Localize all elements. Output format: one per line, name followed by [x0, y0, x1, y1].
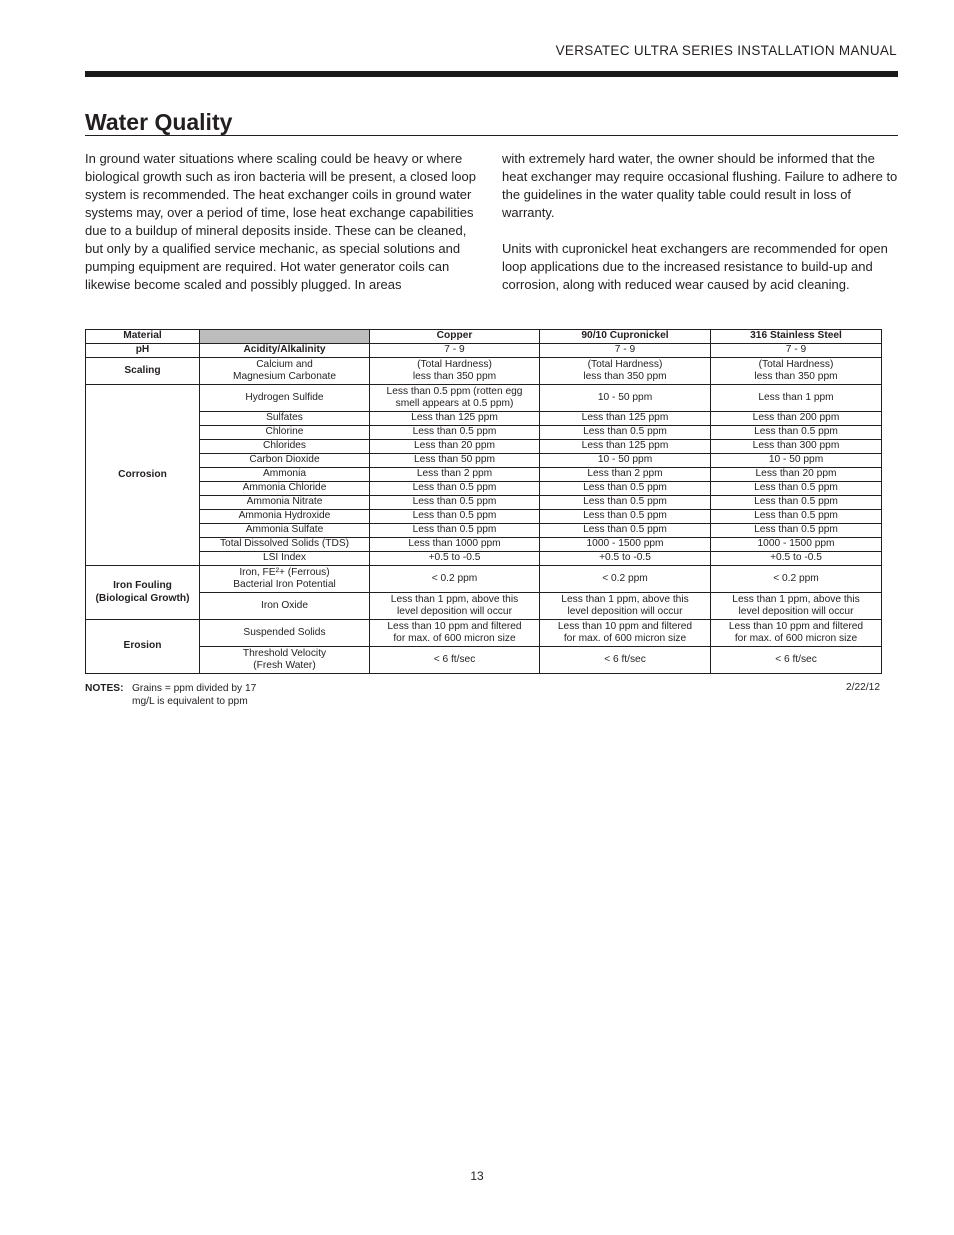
- header-stainless: 316 Stainless Steel: [711, 330, 882, 344]
- table-row: [86, 440, 882, 454]
- cupronickel-value: Less than 0.5 ppm: [540, 426, 711, 440]
- stainless-value: < 0.2 ppm: [711, 566, 882, 593]
- cupronickel-value: 7 - 9: [540, 344, 711, 358]
- table-row: [86, 552, 882, 566]
- stainless-value: Less than 0.5 ppm: [711, 426, 882, 440]
- cupronickel-value: Less than 0.5 ppm: [540, 510, 711, 524]
- parameter-cell: Carbon Dioxide: [200, 454, 370, 468]
- table-row: [86, 412, 882, 426]
- table-row: [86, 496, 882, 510]
- stainless-value: Less than 0.5 ppm: [711, 510, 882, 524]
- table-header-row: [86, 330, 882, 344]
- cupronickel-value: Less than 0.5 ppm: [540, 496, 711, 510]
- body-paragraph: In ground water situations where scaling could be heavy or where biological growth such as iron bacteria will be present, a closed loop system is recommended. The heat exchanger coils in ground water systems may, over a period of time, lose heat exchange capabilities due to a buildup of mineral deposits inside. These can be cleaned, but only by a qualified service mechanic, as special solutions and pumping equipment are required. Hot water generator coils can likewise become scaled and possibly plugged. In areas: [85, 151, 476, 292]
- copper-value: Less than 0.5 ppm: [370, 482, 540, 496]
- parameter-cell: Chlorine: [200, 426, 370, 440]
- header-blank: [200, 330, 370, 344]
- copper-value: (Total Hardness) less than 350 ppm: [370, 358, 540, 385]
- cupronickel-value: Less than 2 ppm: [540, 468, 711, 482]
- copper-value: Less than 50 ppm: [370, 454, 540, 468]
- cupronickel-value: < 0.2 ppm: [540, 566, 711, 593]
- copper-value: Less than 2 ppm: [370, 468, 540, 482]
- notes-label: NOTES:: [85, 683, 124, 694]
- table-row: [86, 647, 882, 674]
- header-copper: Copper: [370, 330, 540, 344]
- note-line: mg/L is equivalent to ppm: [132, 696, 248, 707]
- parameter-cell: Chlorides: [200, 440, 370, 454]
- stainless-value: Less than 0.5 ppm: [711, 496, 882, 510]
- category-erosion: Erosion: [86, 620, 200, 674]
- page-title: Water Quality: [85, 109, 233, 135]
- header-material: Material: [86, 330, 200, 344]
- title-rule: [85, 135, 898, 136]
- category-iron-fouling: Iron Fouling (Biological Growth): [86, 566, 200, 620]
- cupronickel-value: Less than 1 ppm, above this level deposition will occur: [540, 593, 711, 620]
- note-line: Grains = ppm divided by 17: [132, 683, 257, 694]
- parameter-cell: Acidity/Alkalinity: [200, 344, 370, 358]
- table-row: [86, 358, 882, 385]
- stainless-value: Less than 0.5 ppm: [711, 524, 882, 538]
- table-row: [86, 426, 882, 440]
- copper-value: Less than 0.5 ppm (rotten egg smell appears at 0.5 ppm): [370, 385, 540, 412]
- category-scaling: Scaling: [86, 358, 200, 385]
- cupronickel-value: Less than 0.5 ppm: [540, 482, 711, 496]
- stainless-value: Less than 10 ppm and filtered for max. of 600 micron size: [711, 620, 882, 647]
- parameter-cell: Total Dissolved Solids (TDS): [200, 538, 370, 552]
- copper-value: Less than 0.5 ppm: [370, 496, 540, 510]
- body-left-column: [85, 150, 481, 294]
- copper-value: Less than 1000 ppm: [370, 538, 540, 552]
- stainless-value: +0.5 to -0.5: [711, 552, 882, 566]
- table-notes: [85, 682, 256, 708]
- stainless-value: Less than 300 ppm: [711, 440, 882, 454]
- header-cupronickel: 90/10 Cupronickel: [540, 330, 711, 344]
- copper-value: 7 - 9: [370, 344, 540, 358]
- parameter-cell: Sulfates: [200, 412, 370, 426]
- cupronickel-value: Less than 125 ppm: [540, 440, 711, 454]
- parameter-cell: Ammonia Sulfate: [200, 524, 370, 538]
- parameter-cell: Iron, FE²+ (Ferrous) Bacterial Iron Potential: [200, 566, 370, 593]
- header-rule: [85, 71, 898, 77]
- table-row: [86, 524, 882, 538]
- body-right-column: [502, 150, 900, 294]
- stainless-value: 7 - 9: [711, 344, 882, 358]
- stainless-value: Less than 200 ppm: [711, 412, 882, 426]
- cupronickel-value: Less than 125 ppm: [540, 412, 711, 426]
- category-corrosion: Corrosion: [86, 385, 200, 566]
- parameter-cell: Iron Oxide: [200, 593, 370, 620]
- table-row: [86, 468, 882, 482]
- parameter-cell: Ammonia Hydroxide: [200, 510, 370, 524]
- cupronickel-value: +0.5 to -0.5: [540, 552, 711, 566]
- table-date: 2/22/12: [846, 682, 880, 693]
- header-title: VERSATEC ULTRA SERIES INSTALLATION MANUAL: [555, 43, 897, 58]
- table-row: [86, 454, 882, 468]
- water-quality-table: [85, 329, 882, 674]
- cupronickel-value: Less than 10 ppm and filtered for max. of 600 micron size: [540, 620, 711, 647]
- stainless-value: Less than 0.5 ppm: [711, 482, 882, 496]
- cupronickel-value: 10 - 50 ppm: [540, 454, 711, 468]
- body-paragraph: Units with cupronickel heat exchangers are recommended for open loop applications due to the increased resistance to build-up and corrosion, along with reduced wear caused by acid cleaning.: [502, 241, 888, 292]
- parameter-cell: Ammonia: [200, 468, 370, 482]
- table-row: [86, 482, 882, 496]
- parameter-cell: Suspended Solids: [200, 620, 370, 647]
- copper-value: +0.5 to -0.5: [370, 552, 540, 566]
- copper-value: Less than 0.5 ppm: [370, 524, 540, 538]
- cupronickel-value: (Total Hardness) less than 350 ppm: [540, 358, 711, 385]
- stainless-value: Less than 20 ppm: [711, 468, 882, 482]
- category-ph: pH: [86, 344, 200, 358]
- cupronickel-value: 10 - 50 ppm: [540, 385, 711, 412]
- cupronickel-value: 1000 - 1500 ppm: [540, 538, 711, 552]
- parameter-cell: Threshold Velocity (Fresh Water): [200, 647, 370, 674]
- stainless-value: Less than 1 ppm: [711, 385, 882, 412]
- parameter-cell: Calcium and Magnesium Carbonate: [200, 358, 370, 385]
- copper-value: Less than 0.5 ppm: [370, 510, 540, 524]
- table-row: [86, 566, 882, 593]
- table-row: [86, 344, 882, 358]
- body-paragraph: with extremely hard water, the owner should be informed that the heat exchanger may require occasional flushing. Failure to adhere to the guidelines in the water quality table could result in loss of warranty.: [502, 151, 898, 220]
- parameter-cell: Ammonia Chloride: [200, 482, 370, 496]
- cupronickel-value: Less than 0.5 ppm: [540, 524, 711, 538]
- parameter-cell: Ammonia Nitrate: [200, 496, 370, 510]
- copper-value: Less than 20 ppm: [370, 440, 540, 454]
- stainless-value: (Total Hardness) less than 350 ppm: [711, 358, 882, 385]
- table-row: [86, 593, 882, 620]
- copper-value: < 0.2 ppm: [370, 566, 540, 593]
- page-number: 13: [470, 1169, 484, 1183]
- stainless-value: < 6 ft/sec: [711, 647, 882, 674]
- copper-value: Less than 0.5 ppm: [370, 426, 540, 440]
- table-row: [86, 510, 882, 524]
- copper-value: Less than 1 ppm, above this level deposition will occur: [370, 593, 540, 620]
- stainless-value: 10 - 50 ppm: [711, 454, 882, 468]
- cupronickel-value: < 6 ft/sec: [540, 647, 711, 674]
- parameter-cell: LSI Index: [200, 552, 370, 566]
- copper-value: < 6 ft/sec: [370, 647, 540, 674]
- table-row: [86, 538, 882, 552]
- stainless-value: Less than 1 ppm, above this level deposition will occur: [711, 593, 882, 620]
- copper-value: Less than 125 ppm: [370, 412, 540, 426]
- stainless-value: 1000 - 1500 ppm: [711, 538, 882, 552]
- copper-value: Less than 10 ppm and filtered for max. of 600 micron size: [370, 620, 540, 647]
- table-row: [86, 620, 882, 647]
- parameter-cell: Hydrogen Sulfide: [200, 385, 370, 412]
- table-row: [86, 385, 882, 412]
